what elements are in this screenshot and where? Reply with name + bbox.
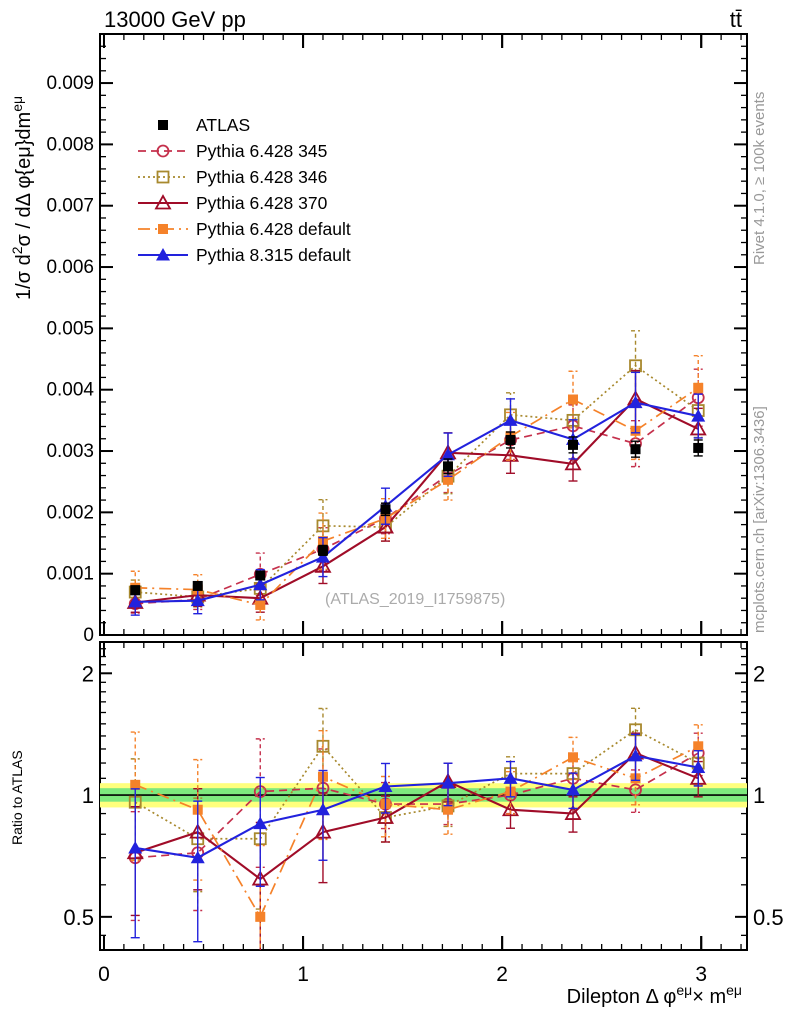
series-pythia-6-428-370 [128,371,705,613]
main-y-tick-label: 0.006 [46,257,94,279]
main-y-tick-label: 0.004 [46,379,94,401]
main-panel-series [128,331,705,620]
data-marker [693,741,703,751]
legend-label: Pythia 6.428 346 [196,167,328,187]
data-marker [568,440,578,450]
legend-label: ATLAS [196,115,251,135]
data-marker [631,444,641,454]
data-marker [193,581,203,591]
legend-item-pythia-6-428-346 [138,167,327,187]
data-marker [130,585,140,595]
legend-item-atlas [158,115,250,135]
series-pythia-6-428-default [130,356,703,620]
ratio-y-tick-label-right: 2 [753,661,766,687]
data-marker [318,545,328,555]
legend-label: Pythia 6.428 345 [196,141,328,161]
x-tick-label: 0 [98,963,110,986]
series-pythia-6-428-345 [130,733,704,920]
legend [138,115,351,265]
beam-energy-title: 13000 GeV pp [104,7,246,32]
legend-item-pythia-8-315-default [138,245,351,265]
main-y-tick-label: 0.003 [46,441,94,463]
ratio-y-tick-label: 1 [81,783,94,809]
series-pythia-8-315-default [128,372,705,615]
legend-marker-pythia-6-428-default [158,224,168,234]
data-marker [128,841,142,854]
ratio-y-tick-label-right: 1 [753,783,766,809]
x-tick-label: 2 [496,963,508,986]
series-atlas [130,432,703,595]
data-marker [255,571,265,581]
ratio-panel-series [128,708,708,1024]
ratio-y-tick-label-right: 0.5 [753,904,784,930]
ratio-y-tick-label: 0.5 [63,904,94,930]
data-marker [693,443,703,453]
analysis-watermark: (ATLAS_2019_I1759875) [325,591,506,608]
data-marker [255,600,265,610]
x-tick-label: 1 [297,963,309,986]
data-marker [255,912,265,922]
main-y-axis-title: 1/σ $d^2\sigma$ / dΔ $\varphi\{e\mu\}dm^{e\mu}$ [9,95,35,300]
data-marker [443,461,453,471]
legend-marker-atlas [158,120,168,130]
legend-label: Pythia 8.315 default [196,245,351,265]
x-axis-title: Dilepton Δ $\varphi^{e\mu}\times m^{e\mu}$ [566,982,742,1008]
main-y-tick-label: 0.009 [46,73,94,95]
process-label: tt̄ [729,7,742,32]
rivet-credit: Rivet 4.1.0, ≥ 100k events [751,91,768,265]
main-y-tick-label: 0.008 [46,134,94,156]
ratio-y-axis-title: Ratio to ATLAS [9,750,25,845]
data-marker [568,752,578,762]
legend-item-pythia-6-428-345 [138,141,327,161]
main-y-tick-label: 0.002 [46,502,94,524]
main-y-tick-label: 0.007 [46,195,94,217]
series-pythia-6-428-346 [130,708,704,909]
data-marker [568,395,578,405]
legend-item-pythia-6-428-370 [138,193,328,213]
data-marker [693,383,703,393]
main-y-tick-label: 0.001 [46,563,94,585]
data-marker [380,504,390,514]
ratio-y-tick-label: 2 [81,661,94,687]
main-y-tick-label: 0.005 [46,318,94,340]
x-tick-labels [98,963,707,986]
series-pythia-6-428-346 [130,331,704,607]
main-y-tick-labels [46,73,94,646]
mcplots-credit: mcplots.cern.ch [arXiv:1306.3436] [751,406,768,633]
legend-label: Pythia 6.428 default [196,219,351,239]
data-marker [505,435,515,445]
legend-label: Pythia 6.428 370 [196,193,328,213]
x-tick-label: 3 [695,963,708,986]
legend-item-pythia-6-428-default [138,219,351,239]
main-y-tick-label: 0 [83,625,94,646]
